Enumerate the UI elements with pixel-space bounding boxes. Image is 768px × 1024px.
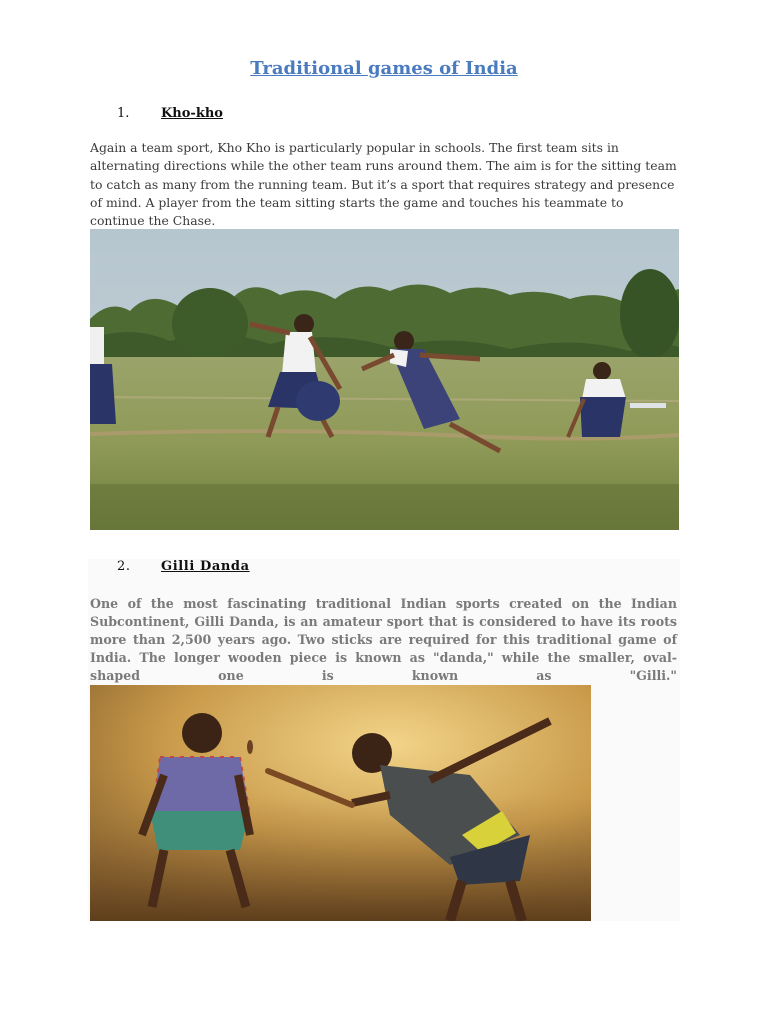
kho-kho-paragraph: Again a team sport, Kho Kho is particularly popular in schools. The first team sits in alternating directions while the other team runs around them. The aim is for the sitting team to catch as many from the running team. But it’s a sport that requires strategy and presence of mind. A player from the team sitting starts the game and touches his teammate to continue the Chase. bbox=[90, 140, 677, 229]
gilli-danda-photo-illustration bbox=[90, 685, 591, 921]
section-number: 2. bbox=[117, 559, 131, 574]
section-number: 1. bbox=[117, 106, 130, 121]
section-heading-kho-kho bbox=[117, 106, 223, 121]
section-heading-gilli-danda bbox=[117, 559, 250, 574]
gilli-danda-photo bbox=[90, 685, 591, 921]
page-title: Traditional games of India bbox=[250, 58, 518, 79]
kho-kho-photo-illustration bbox=[90, 229, 679, 530]
gilli-danda-paragraph: One of the most fascinating traditional Indian sports created on the Indian Subcontinent, Gilli Danda, is an amateur sport that is considered to have its roots more than 2,500 years ago. Two sticks are required for this traditional game of India. The longer wooden piece is known as "danda," while the smaller, oval-shaped one is known as "Gilli." bbox=[90, 596, 677, 683]
section-name: Kho-kho bbox=[161, 106, 223, 121]
kho-kho-photo bbox=[90, 229, 679, 530]
section-name: Gilli Danda bbox=[161, 559, 250, 574]
